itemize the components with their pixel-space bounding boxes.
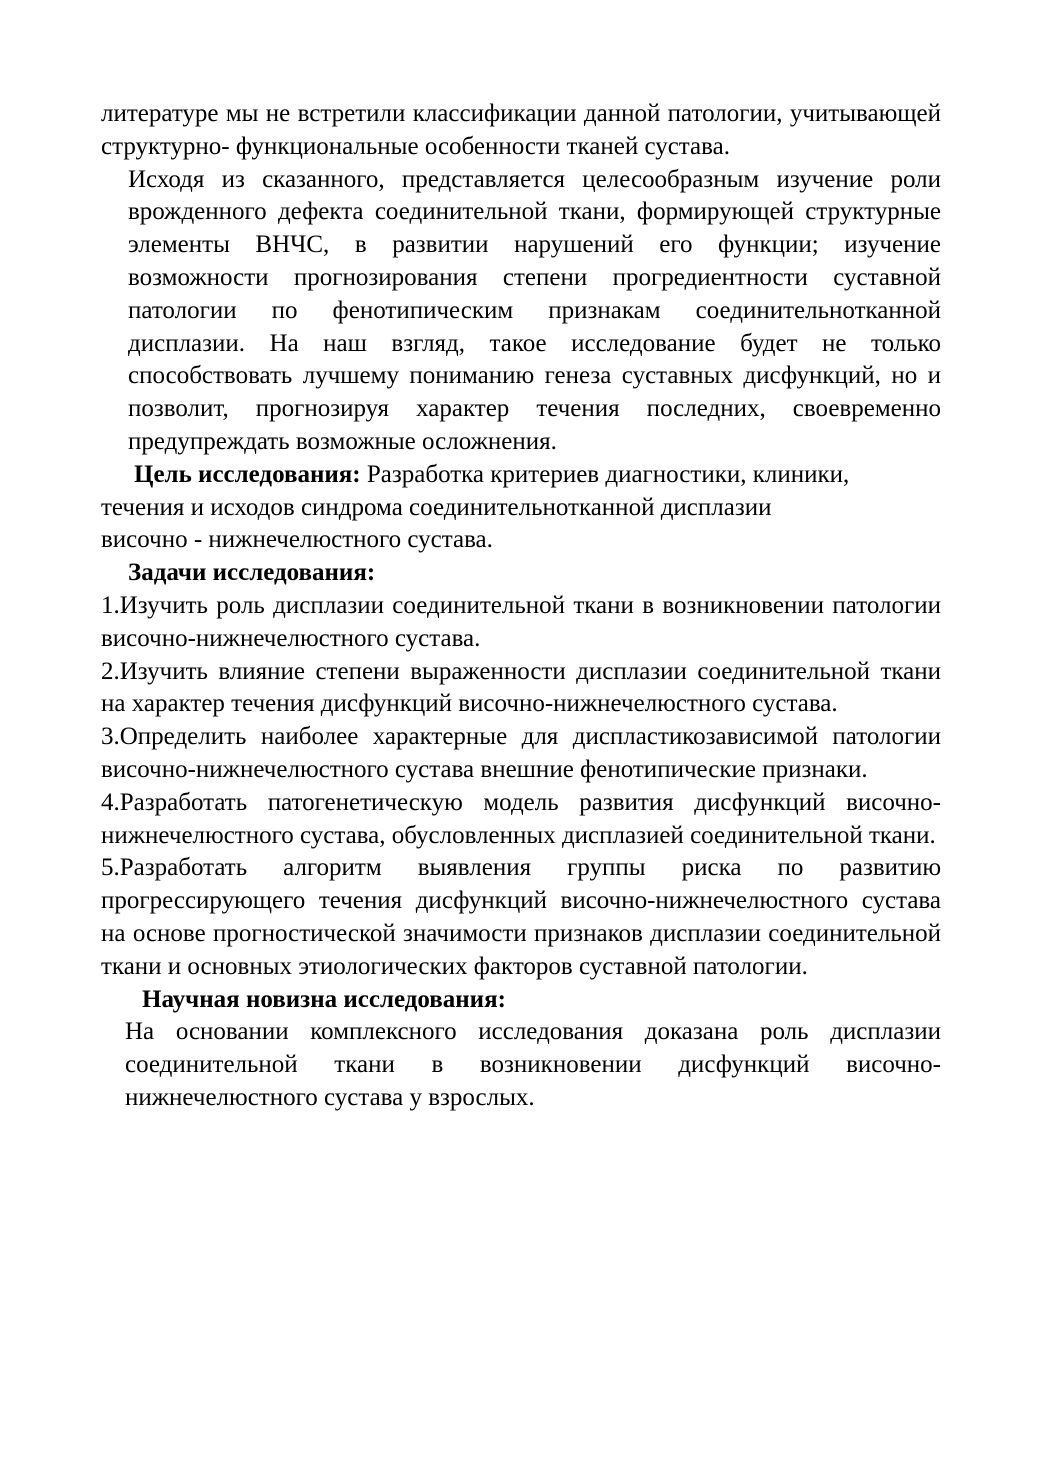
task-item-5: 5.Разработать алгоритм выявления группы риска по развитию прогрессирующего течения дисфункций височно-нижнечелюстного сустава на основе прогностической значимости признаков дисплазии соединительной ткани и основных этиологических факторов суставной патологии. [101,854,941,980]
rationale-paragraph: Исходя из сказанного, представляется целесообразным изучение роли врожденного дефекта соединительной ткани, формирующей структурные элементы ВНЧС, в развитии нарушений его функции; изучение возможности прогнозирования степени прогредиентности суставной патологии по фенотипическим признакам соединительнотканной дисплазии. На наш взгляд, такое исследование будет не только способствовать лучшему пониманию генеза суставных дисфункций, но и позволит, прогнозируя характер течения последних, своевременно предупреждать возможные осложнения. [128,165,941,455]
intro-paragraph-tail: литературе мы не встретили классификации данной патологии, учитывающей структурно- функциональные особенности тканей сустава. [101,100,941,160]
task-item-2: 2.Изучить влияние степени выраженности дисплазии соединительной ткани на характер течения дисфункций височно-нижнечелюстного сустава. [101,657,941,718]
novelty-heading: Научная новизна исследования: [142,985,506,1013]
goal-text: Разработка критериев диагностики, клиники, [360,460,850,488]
goal-line-3: височно - нижнечелюстного сустава. [101,526,493,554]
goal-line-2: течения и исходов синдрома соединительнотканной дисплазии [101,493,772,521]
goal-label: Цель исследования: [134,460,361,488]
task-item-4: 4.Разработать патогенетическую модель развития дисфункций височно-нижнечелюстного сустава, обусловленных дисплазией соединительной ткани. [101,788,941,849]
novelty-paragraph: На основании комплексного исследования доказана роль дисплазии соединительной ткани в возникновении дисфункций височно-нижнечелюстного сустава у взрослых. [125,1018,941,1111]
document-page [101,98,941,1115]
tasks-heading: Задачи исследования: [128,559,376,587]
goal-paragraph [101,459,941,492]
task-item-3: 3.Определить наиболее характерные для диспластикозависимой патологии височно-нижнечелюстного сустава внешние фенотипические признаки. [101,723,941,783]
task-item-1: 1.Изучить роль дисплазии соединительной ткани в возникновении патологии височно-нижнечелюстного сустава. [101,591,941,652]
